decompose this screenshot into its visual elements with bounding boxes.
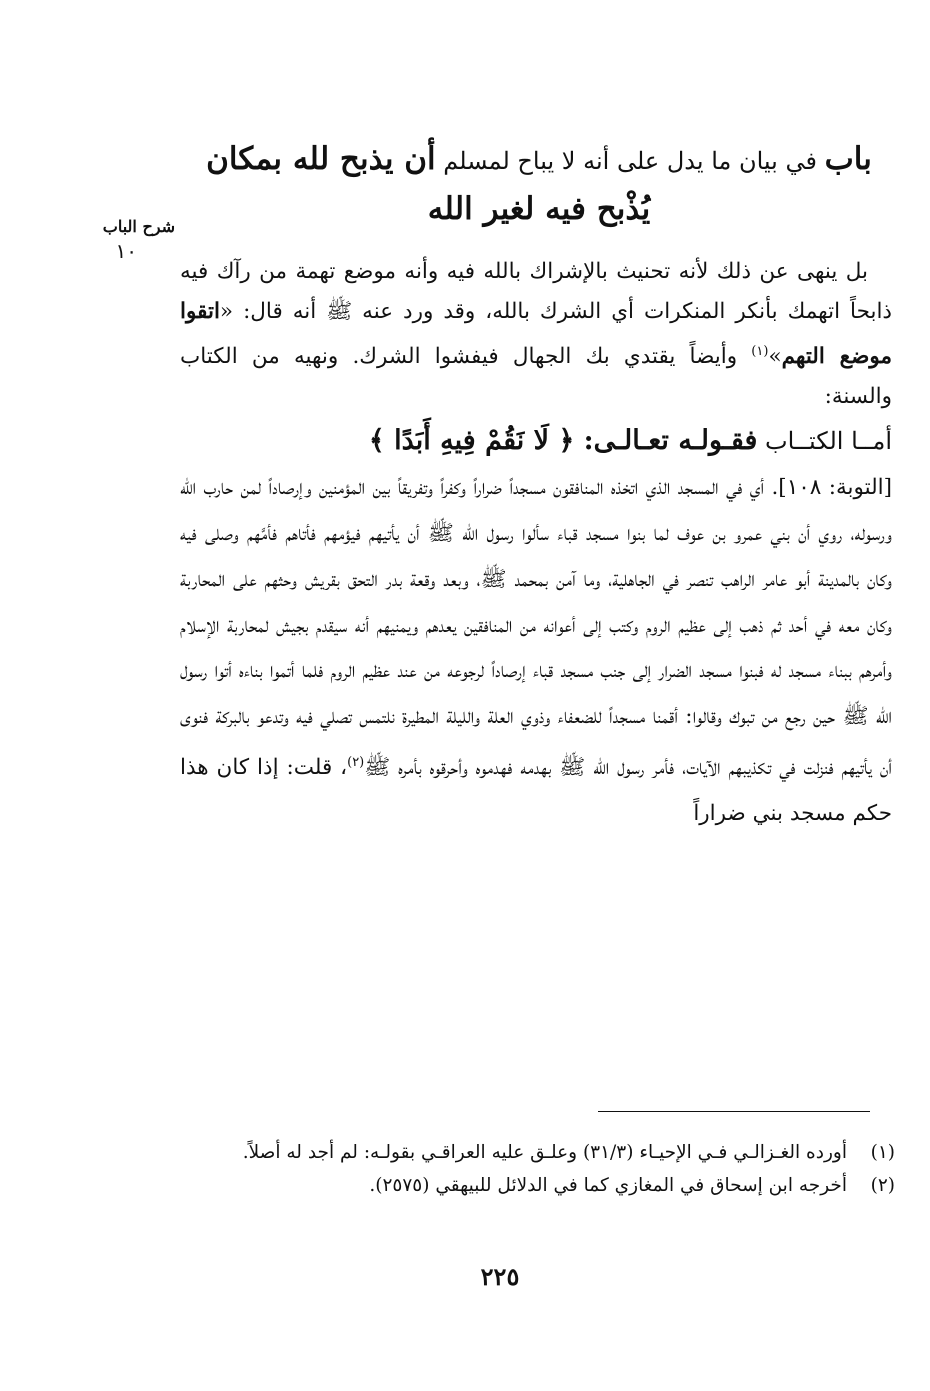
footnote-item [170,1136,895,1169]
chapter-title [180,135,898,233]
chapter-title-line2: يُذْبح فيه لغير الله [427,191,651,227]
margin-note [50,215,175,263]
footnote-number: (١) [870,1142,895,1163]
footnote-text: أورده الغـزالـي فـي الإحيـاء (٣١/٣) وعلـق عليه العراقـي بقولـه: لم أجد له أصلاً. [242,1142,847,1163]
margin-note-number: ١٠ [115,239,137,263]
footnotes [170,1136,895,1202]
quran-verse: فقـولـه تعـالـى: ﴿ لَا نَقُمْ فِيهِ أَبَدًا ﴾ [368,425,758,457]
chapter-title-bold: أن يذبح لله بمكان [206,141,436,177]
footnote-divider [598,1111,870,1112]
footnote-ref-1[interactable]: (١) [751,344,769,359]
page-number: ٢٢٥ [480,1262,520,1291]
quran-intro: أمــا الكتــاب [757,427,892,456]
paragraph-story [180,465,892,837]
footnote-number: (٢) [870,1175,895,1196]
quran-verse-line [180,417,892,465]
paragraph2-part1: [التوبة: ١٠٨]. أي في المسجد الذي اتخذه المنافقون مسجداً ضراراً وكفراً وتفريقاً بين المؤمنين وإرصاداً لمن حارب الله ورسوله، روي أن بني عمرو بن عوف لما بنوا مسجد قباء سألوا رسول الله ﷺ أن يأتيهم فيؤمهم فأتاهم فأمَّهم وصلى فيه وكان بالمدينة أبو عامر الراهب تنصر في الجاهلية، وما آمن بمحمد ﷺ، وبعد وقعة بدر التحق بقريش وحثهم على المحاربة وكان معه في أحد ثم ذهب إلى عظيم الروم وكتب إلى أعوانه من المنافقين يعدهم ويمنيهم أنه سيقدم بجيش لمحاربة الإسلام وأمرهم ببناء مسجد له فبنوا مسجد الضرار إلى جنب مسجد قباء إرصاداً لرجوعه من عند عظيم الروم فلما أتموا بناءه أتوا رسول الله ﷺ حين رجع من تبوك وقالوا: أقمنا مسجداً للضعفاء وذوي العلة والليلة المطيرة نلتمس تصلي فيه وتدعو بالبركة فنوى أن يأتيهم فنزلت في تكذيبهم الآيات، فأمر رسول الله ﷺ بهدمه فهدموه وأحرقوه بأمره ﷺ [180,475,892,781]
paragraph1-part3: وأيضاً يقتدي بك الجهال فيفشوا الشرك. ونهيه من الكتاب والسنة: [180,344,892,410]
paragraph-commentary [180,252,892,417]
paragraph1-part2: » [768,344,782,370]
hadith-quote: اتقوا موضع التهم [180,299,893,370]
chapter-title-light: في بيان ما يدل على أنه لا يباح لمسلم [435,147,825,175]
body-text [180,252,892,837]
paragraph1-part1: بل ينهى عن ذلك لأنه تحنيث بالإشراك بالله فيه وأنه موضع تهمة من رآك فيه ذابحاً اتهمك بأنكر المنكرات أي الشرك بالله، وقد ورد عنه ﷺ أنه قال: « [180,259,892,324]
footnote-text: أخرجه ابن إسحاق في المغازي كما في الدلائل للبيهقي (٢٥٧٥). [369,1175,847,1196]
footnote-ref-2[interactable]: (٢) [347,754,365,770]
chapter-title-bab: باب [824,141,872,177]
margin-note-label: شرح الباب [102,217,175,236]
footnote-item [170,1169,895,1202]
paragraph2-part2: ، قلت: إذا كان هذا حكم مسجد بني ضراراً [180,755,892,826]
